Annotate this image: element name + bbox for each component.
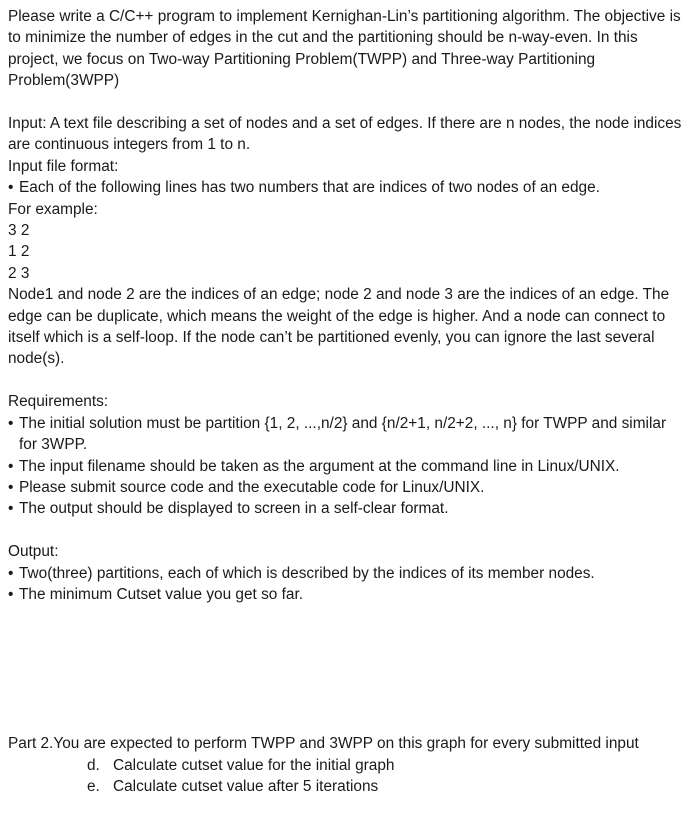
- output-text: The minimum Cutset value you get so far.: [19, 585, 303, 603]
- bullet-marker: •: [8, 564, 14, 582]
- part2-item-text: Calculate cutset value after 5 iterations: [113, 778, 379, 796]
- intro-paragraph: Please write a C/C++ program to implement Kernighan-Lin’s partitioning algorithm. The objective is to minimize the number of edges in the cut and the partitioning should be n-way-even. In this project, we focus on Two-way Partitioning Problem(TWPP) and Three-way Partitioning Problem(3WPP): [8, 8, 681, 90]
- bullet-marker: •: [8, 414, 14, 432]
- example-line: 3 2: [8, 222, 30, 240]
- output-item: [8, 584, 682, 605]
- input-description: Input: A text file describing a set of nodes and a set of edges. If there are n nodes, the node indices are continuous integers from 1 to n.: [8, 115, 682, 154]
- list-marker: d.: [87, 756, 100, 774]
- requirements-label: Requirements:: [8, 393, 109, 411]
- requirement-text: Please submit source code and the executable code for Linux/UNIX.: [19, 478, 485, 496]
- requirement-item: [8, 498, 682, 519]
- input-format-bullet: [8, 177, 682, 198]
- example-label: For example:: [8, 200, 98, 218]
- output-item: [8, 563, 682, 584]
- input-format-label: Input file format:: [8, 157, 119, 175]
- requirement-item: [8, 477, 682, 498]
- requirement-text: The initial solution must be partition {1, 2, ...,n/2} and {n/2+1, n/2+2, ..., n} for TWPP and similar for 3WPP.: [19, 414, 667, 454]
- part2-item: [8, 755, 682, 776]
- bullet-marker: •: [8, 478, 14, 496]
- requirement-text: The input filename should be taken as the argument at the command line in Linux/UNIX.: [19, 457, 620, 475]
- example-line: 1 2: [8, 243, 30, 261]
- list-marker: e.: [87, 778, 100, 796]
- input-note: Node1 and node 2 are the indices of an edge; node 2 and node 3 are the indices of an edge. The edge can be duplicate, which means the weight of the edge is higher. And a node can connect to itself which is a self-loop. If the node can’t be partitioned evenly, you can ignore the last several node(s).: [8, 286, 670, 368]
- bullet-marker: •: [8, 500, 14, 518]
- bullet-marker: •: [8, 585, 14, 603]
- part2-item: [8, 776, 682, 797]
- output-label: Output:: [8, 543, 59, 561]
- output-text: Two(three) partitions, each of which is described by the indices of its member nodes.: [19, 564, 595, 582]
- requirement-text: The output should be displayed to screen in a self-clear format.: [19, 500, 449, 518]
- part2-item-text: Calculate cutset value for the initial graph: [113, 756, 395, 774]
- bullet-text: Each of the following lines has two numbers that are indices of two nodes of an edge.: [19, 179, 600, 197]
- example-line: 2 3: [8, 264, 30, 282]
- bullet-marker: •: [8, 179, 14, 197]
- requirement-item: [8, 413, 682, 456]
- requirement-item: [8, 456, 682, 477]
- bullet-marker: •: [8, 457, 14, 475]
- part2-paragraph: Part 2.You are expected to perform TWPP and 3WPP on this graph for every submitted input: [8, 735, 639, 753]
- assignment-document: [8, 6, 682, 798]
